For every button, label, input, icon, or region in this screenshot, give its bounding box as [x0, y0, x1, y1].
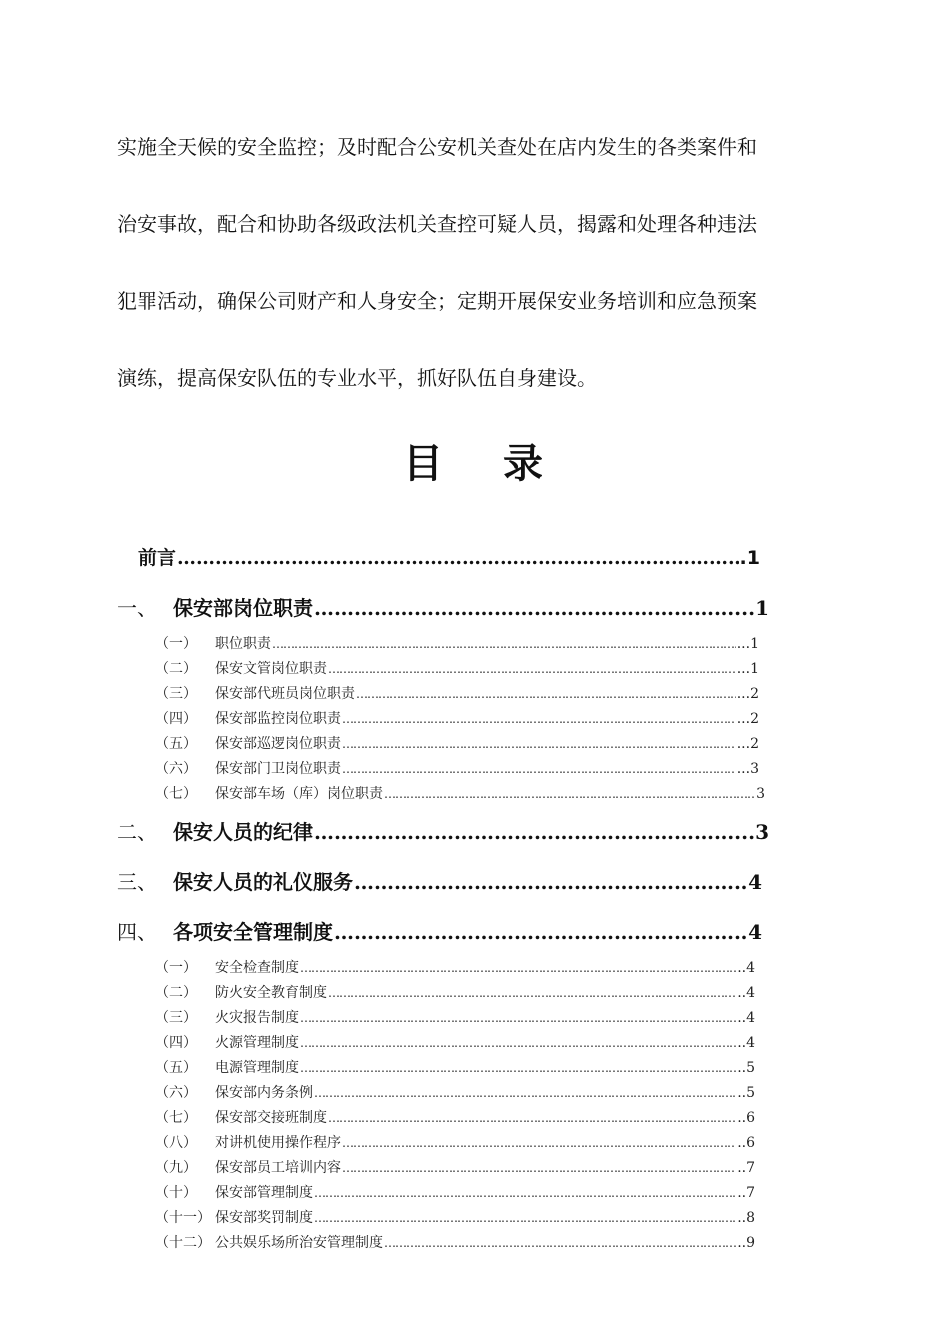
- toc-item[interactable]: [155, 783, 765, 803]
- toc-item-label: 安全检查制度: [215, 960, 299, 976]
- toc-section-1[interactable]: [117, 592, 769, 621]
- toc-page-number: 4: [748, 870, 762, 894]
- toc-page-number: ..5: [737, 1060, 755, 1076]
- toc-leader: [328, 662, 736, 676]
- toc-leader: [300, 961, 736, 975]
- toc-item-number: （六）: [155, 1085, 197, 1101]
- toc-section-4[interactable]: [117, 916, 762, 945]
- toc-page-number: ...2: [736, 711, 759, 727]
- toc-leader: [300, 1061, 736, 1075]
- toc-section-2[interactable]: [117, 816, 769, 845]
- toc-page-number: ..4: [737, 985, 755, 1001]
- toc-item-number: （三）: [155, 1010, 197, 1026]
- toc-item-number: （九）: [155, 1160, 197, 1176]
- toc-item-number: （七）: [155, 786, 197, 802]
- toc-leader: [384, 787, 755, 801]
- toc-leader: [354, 870, 747, 894]
- toc-item-label: 电源管理制度: [215, 1060, 299, 1076]
- toc-item-label: 火灾报告制度: [215, 1010, 299, 1026]
- toc-leader: [272, 637, 736, 651]
- toc-entry-preface[interactable]: [138, 543, 760, 570]
- toc-item[interactable]: [155, 658, 759, 678]
- toc-entry-label: 前言: [138, 547, 177, 569]
- toc-item-number: （八）: [155, 1135, 197, 1151]
- toc-page-number: ...1: [736, 636, 759, 652]
- toc-item-label: 保安部代班员岗位职责: [215, 686, 355, 702]
- toc-leader: [177, 547, 739, 569]
- toc-title: [0, 432, 950, 489]
- toc-item[interactable]: [155, 982, 755, 1002]
- toc-item-label: 保安部员工培训内容: [215, 1160, 341, 1176]
- toc-title-left: 目: [403, 441, 447, 487]
- toc-item-number: （五）: [155, 736, 197, 752]
- toc-item[interactable]: [155, 1207, 755, 1227]
- toc-leader: [314, 1086, 736, 1100]
- toc-item-label: 公共娱乐场所治安管理制度: [215, 1235, 383, 1251]
- toc-item-number: （七）: [155, 1110, 197, 1126]
- toc-leader: [300, 1036, 736, 1050]
- toc-item-label: 保安部内务条例: [215, 1085, 313, 1101]
- toc-item[interactable]: [155, 1182, 755, 1202]
- toc-page-number: ...2: [736, 736, 759, 752]
- toc-item-label: 保安部监控岗位职责: [215, 711, 341, 727]
- toc-item[interactable]: [155, 1157, 755, 1177]
- toc-page-number: ...3: [736, 761, 759, 777]
- toc-item[interactable]: [155, 1132, 755, 1152]
- toc-page-number: ....1: [727, 596, 769, 620]
- toc-item-label: 保安部奖罚制度: [215, 1210, 313, 1226]
- toc-page-number: ..9: [737, 1235, 755, 1251]
- toc-item[interactable]: [155, 1082, 755, 1102]
- toc-leader: [300, 1011, 736, 1025]
- toc-page-number: ..7: [737, 1160, 755, 1176]
- toc-leader: [328, 986, 736, 1000]
- toc-item-label: 对讲机使用操作程序: [215, 1135, 341, 1151]
- intro-paragraph: [117, 127, 837, 435]
- intro-line: 治安事故，配合和协助各级政法机关查控可疑人员，揭露和处理各种违法: [117, 212, 757, 236]
- toc-item-number: （一）: [155, 636, 197, 652]
- toc-page-number: ..6: [737, 1110, 755, 1126]
- toc-page-number: ..6: [737, 1135, 755, 1151]
- toc-leader: [356, 687, 736, 701]
- toc-page-number: ..4: [737, 960, 755, 976]
- toc-page-number: ...2: [736, 686, 759, 702]
- toc-leader: [384, 1236, 736, 1250]
- toc-page-number: ..4: [737, 1010, 755, 1026]
- toc-leader: [314, 1186, 736, 1200]
- toc-item-number: （六）: [155, 761, 197, 777]
- toc-item[interactable]: [155, 683, 759, 703]
- toc-page-number: ....3: [727, 820, 769, 844]
- toc-item[interactable]: [155, 633, 759, 653]
- toc-leader: [314, 820, 726, 844]
- toc-item[interactable]: [155, 1032, 755, 1052]
- toc-item-number: （一）: [155, 960, 197, 976]
- toc-leader: [342, 737, 736, 751]
- toc-section-label: 保安人员的礼仪服务: [173, 870, 353, 894]
- toc-item[interactable]: [155, 957, 755, 977]
- toc-section-label: 保安部岗位职责: [173, 596, 313, 620]
- toc-title-right: 录: [503, 441, 547, 487]
- toc-section-number: 二、: [117, 820, 157, 844]
- toc-leader: [342, 1136, 736, 1150]
- toc-item-label: 保安文管岗位职责: [215, 661, 327, 677]
- toc-item[interactable]: [155, 733, 759, 753]
- toc-item-number: （三）: [155, 686, 197, 702]
- toc-item-number: （二）: [155, 985, 197, 1001]
- toc-section-number: 四、: [117, 920, 157, 944]
- toc-page-number: 3: [756, 786, 765, 802]
- toc-page-number: 4: [748, 920, 762, 944]
- toc-section-number: 一、: [117, 596, 157, 620]
- toc-page-number: .1: [739, 547, 760, 569]
- toc-leader: [334, 920, 747, 944]
- toc-item-number: （十一）: [155, 1210, 211, 1226]
- toc-page-number: ..5: [737, 1085, 755, 1101]
- toc-item-number: （五）: [155, 1060, 197, 1076]
- toc-item[interactable]: [155, 1007, 755, 1027]
- toc-item-number: （四）: [155, 1035, 197, 1051]
- toc-leader: [314, 596, 726, 620]
- toc-section-label: 各项安全管理制度: [173, 920, 333, 944]
- toc-item-label: 保安部交接班制度: [215, 1110, 327, 1126]
- toc-page-number: ...1: [736, 661, 759, 677]
- toc-item[interactable]: [155, 708, 759, 728]
- toc-item[interactable]: [155, 1232, 755, 1252]
- toc-item-label: 保安部车场（库）岗位职责: [215, 786, 383, 802]
- toc-item-number: （十）: [155, 1185, 197, 1201]
- toc-item-label: 防火安全教育制度: [215, 985, 327, 1001]
- toc-item-label: 职位职责: [215, 636, 271, 652]
- toc-leader: [328, 1111, 736, 1125]
- intro-line: 实施全天候的安全监控；及时配合公安机关查处在店内发生的各类案件和: [117, 135, 757, 159]
- toc-item[interactable]: [155, 1057, 755, 1077]
- intro-line: 犯罪活动，确保公司财产和人身安全；定期开展保安业务培训和应急预案: [117, 289, 757, 313]
- toc-item[interactable]: [155, 758, 759, 778]
- toc-section-number: 三、: [117, 870, 157, 894]
- intro-line: 演练，提高保安队伍的专业水平，抓好队伍自身建设。: [117, 366, 597, 390]
- toc-item-number: （四）: [155, 711, 197, 727]
- toc-item-number: （十二）: [155, 1235, 211, 1251]
- toc-page-number: ..7: [737, 1185, 755, 1201]
- toc-leader: [342, 712, 736, 726]
- toc-item-label: 保安部巡逻岗位职责: [215, 736, 341, 752]
- toc-page-number: ..8: [737, 1210, 755, 1226]
- toc-leader: [314, 1211, 736, 1225]
- toc-leader: [342, 1161, 736, 1175]
- toc-item-label: 保安部门卫岗位职责: [215, 761, 341, 777]
- toc-item-label: 火源管理制度: [215, 1035, 299, 1051]
- toc-item[interactable]: [155, 1107, 755, 1127]
- toc-section-3[interactable]: [117, 866, 762, 895]
- toc-page-number: ..4: [737, 1035, 755, 1051]
- toc-leader: [342, 762, 736, 776]
- toc-item-number: （二）: [155, 661, 197, 677]
- toc-section-label: 保安人员的纪律: [173, 820, 313, 844]
- toc-item-label: 保安部管理制度: [215, 1185, 313, 1201]
